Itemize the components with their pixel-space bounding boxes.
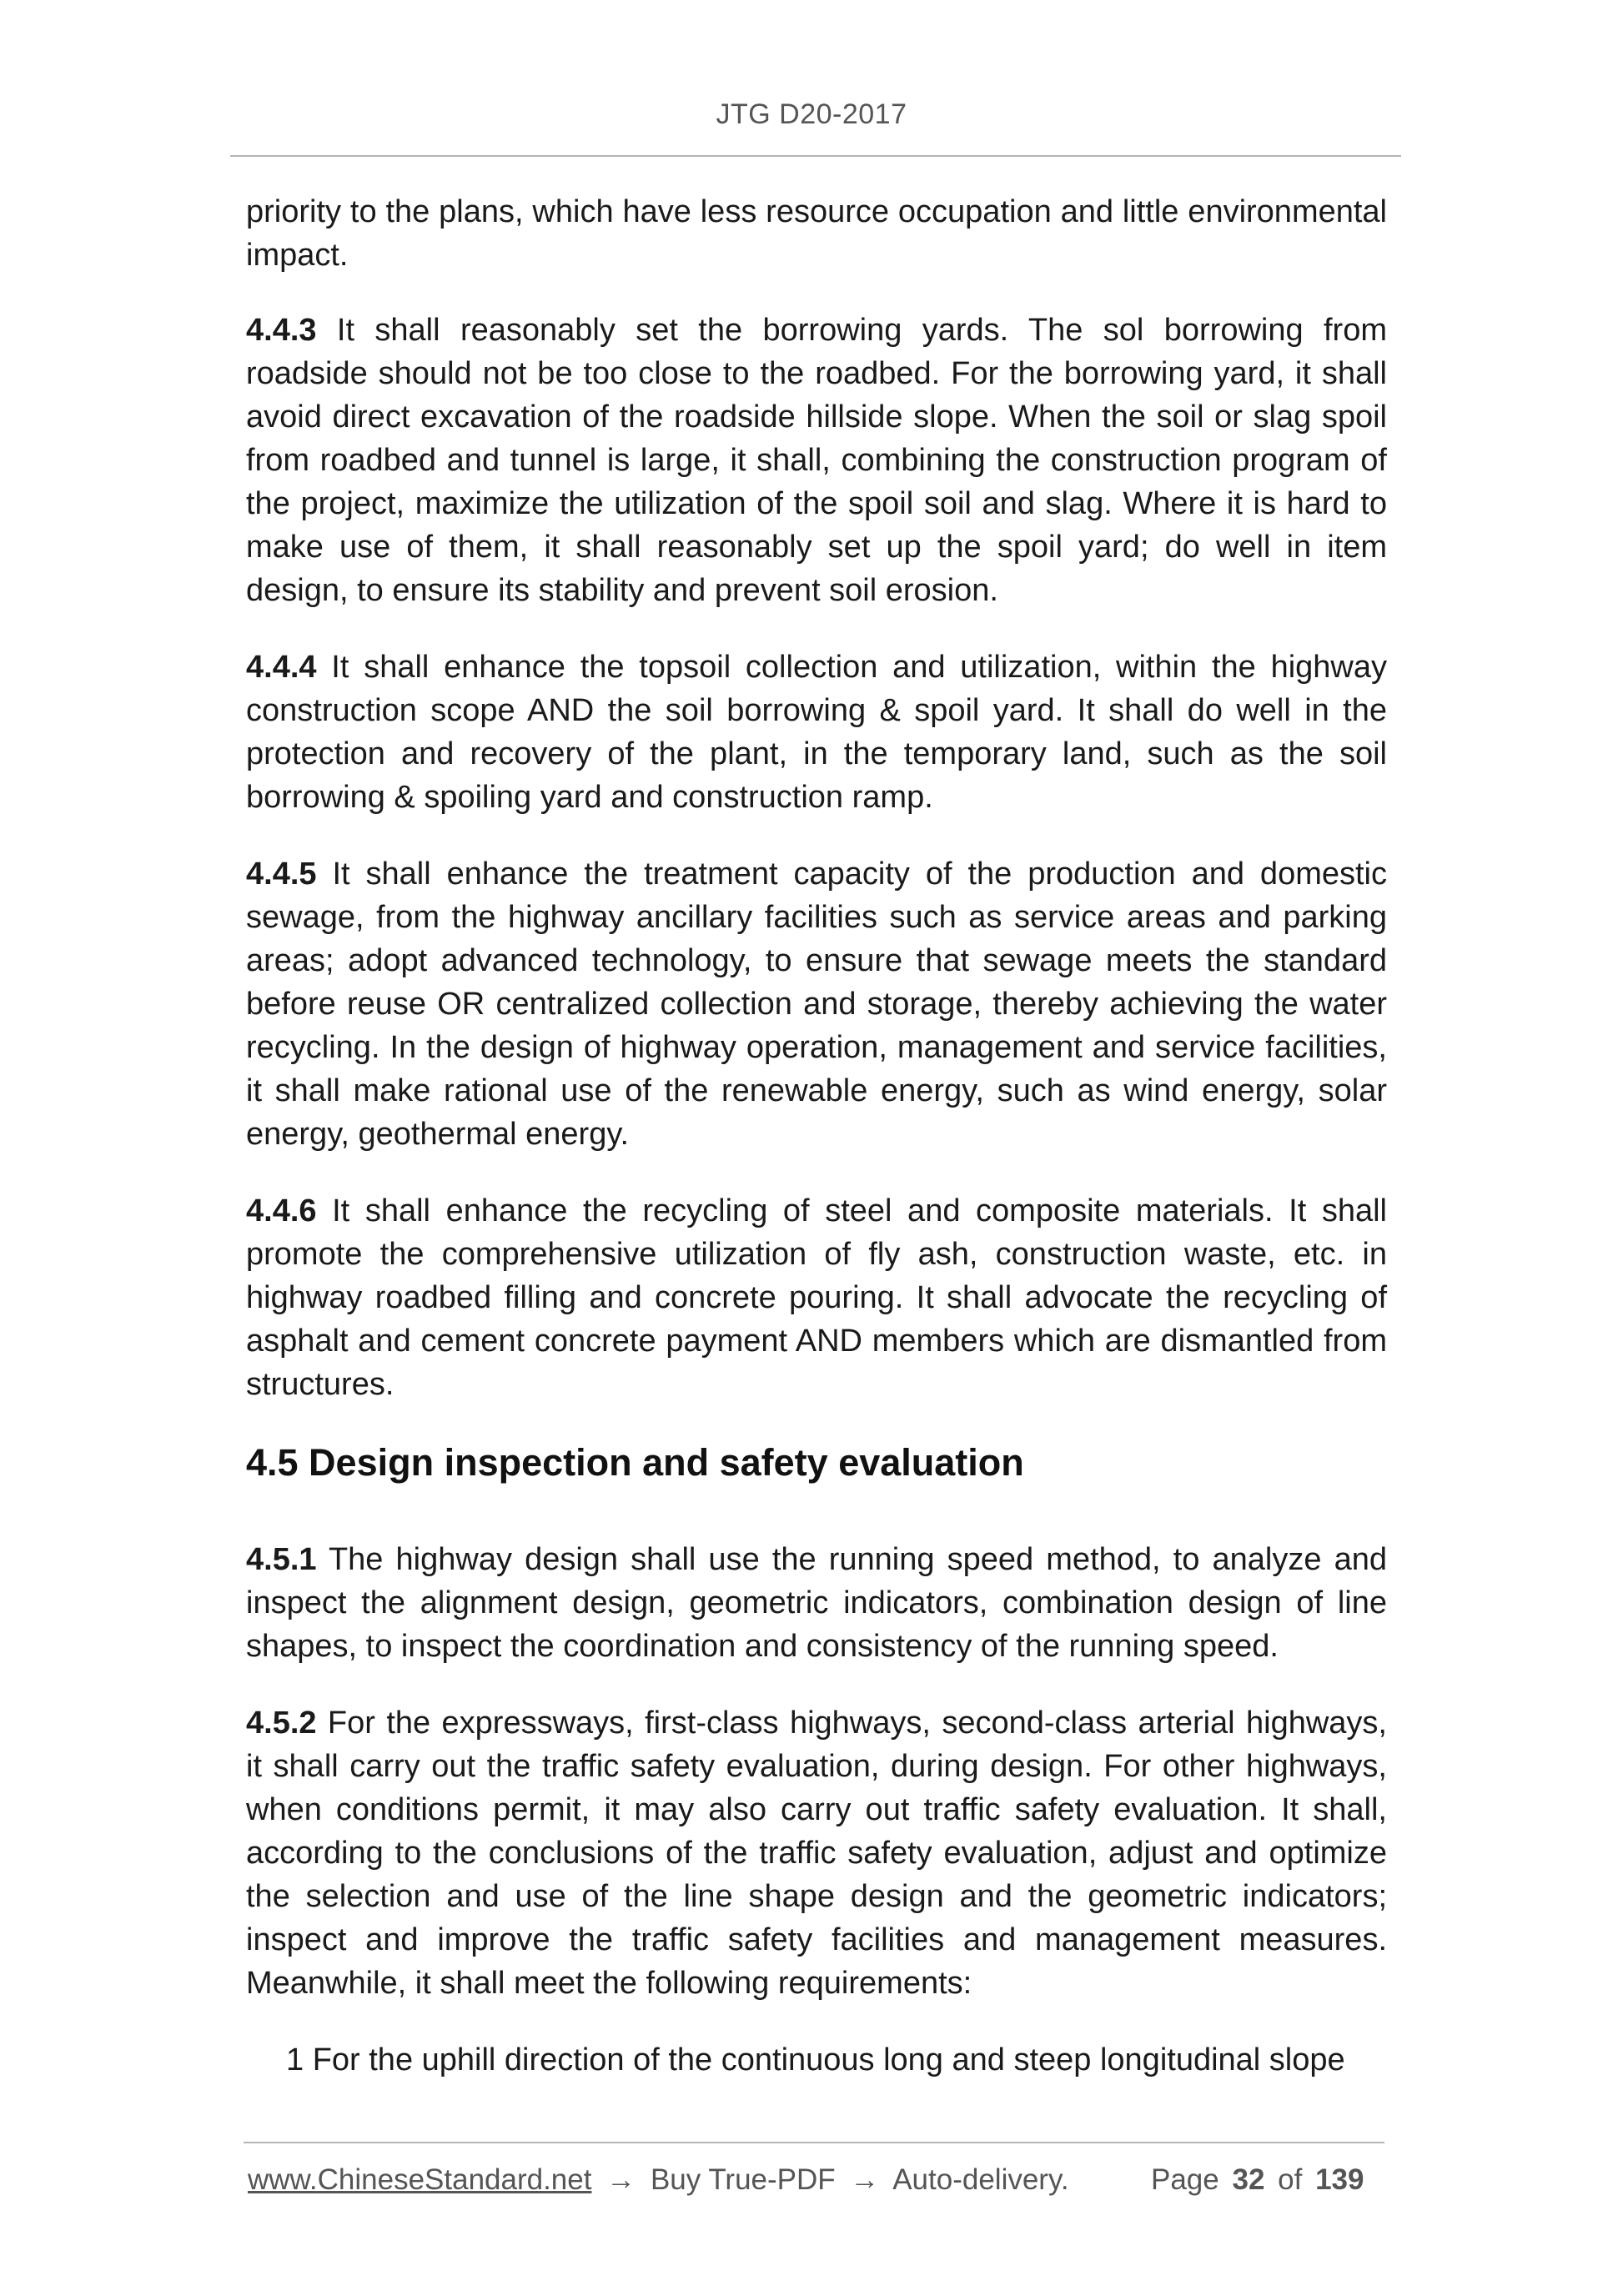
current-page-number: 32 [1232,2163,1265,2196]
clause-number: 4.4.6 [246,1193,317,1228]
paragraph-text: priority to the plans, which have less resource occupation and little environmental impact. [246,194,1387,273]
document-code: JTG D20-2017 [716,98,907,130]
clause-text: It shall enhance the treatment capacity of the production and domestic sewage, from the highway ancillary facilities such as service areas and parking areas; adopt advanced technology, to ensure that sewage meets the standard before reuse OR centralized collection and storage, thereby achieving the water recycling. In the design of highway operation, management and service facilities, it shall make rational use of the renewable energy, such as wind energy, solar energy, geothermal energy. [246,857,1387,1152]
clause-4-4-3 [246,309,1387,612]
clause-number: 4.4.4 [246,650,317,685]
header-divider [230,155,1401,157]
arrow-right-icon: → [850,2163,880,2196]
paragraph-continuation [246,190,1387,277]
website-link[interactable]: www.ChineseStandard.net [248,2163,592,2196]
clause-number: 4.5.1 [246,1542,317,1577]
list-item: 1 For the uphill direction of the continuous long and steep longitudinal slope [286,2042,1345,2077]
auto-delivery-text: Auto-delivery. [892,2163,1069,2196]
page-content [246,190,1387,2082]
total-page-count: 139 [1315,2163,1364,2196]
clause-number: 4.4.5 [246,857,317,892]
of-label: of [1278,2163,1303,2196]
arrow-right-icon: → [606,2163,636,2196]
clause-number: 4.5.2 [246,1706,317,1741]
footer-divider [244,2142,1384,2143]
clause-4-4-6 [246,1189,1387,1406]
clause-text: The highway design shall use the running speed method, to analyze and inspect the alignment design, geometric indicators, combination design of line shapes, to inspect the coordination and consistency of the running speed. [246,1542,1387,1664]
page-label: Page [1151,2163,1219,2196]
buy-true-pdf-text: Buy True-PDF [650,2163,836,2196]
clause-4-4-5 [246,852,1387,1156]
page-indicator [1151,2162,1369,2198]
clause-number: 4.4.3 [246,313,317,348]
section-heading: 4.5 Design inspection and safety evaluation [246,1441,1024,1484]
clause-text: It shall reasonably set the borrowing yards. The sol borrowing from roadside should not be too close to the roadbed. For the borrowing yard, it shall avoid direct excavation of the roadside hillside slope. When the soil or slag spoil from roadbed and tunnel is large, it shall, combining the construction program of the project, maximize the utilization of the spoil soil and slag. Where it is hard to make use of them, it shall reasonably set up the spoil yard; do well in item design, to ensure its stability and prevent soil erosion. [246,313,1387,608]
clause-4-5-1 [246,1538,1387,1668]
clause-4-5-2 [246,1701,1387,2005]
clause-text: It shall enhance the recycling of steel and composite materials. It shall promote the comprehensive utilization of fly ash, construction waste, etc. in highway roadbed filling and concrete pouring. It shall advocate the recycling of asphalt and cement concrete payment AND members which are dismantled from structures. [246,1193,1387,1402]
clause-text: It shall enhance the topsoil collection and utilization, within the highway construction scope AND the soil borrowing & spoil yard. It shall do well in the protection and recovery of the plant, in the temporary land, such as the soil borrowing & spoiling yard and construction ramp. [246,650,1387,815]
clause-text: For the expressways, first-class highways, second-class arterial highways, it shall carry out the traffic safety evaluation, during design. For other highways, when conditions permit, it may also carry out traffic safety evaluation. It shall, according to the conclusions of the traffic safety evaluation, adjust and optimize the selection and use of the line shape design and the geometric indicators; inspect and improve the traffic safety facilities and management measures. Meanwhile, it shall meet the following requirements: [246,1706,1387,2001]
clause-4-4-4 [246,646,1387,819]
page-footer [248,2162,1382,2198]
